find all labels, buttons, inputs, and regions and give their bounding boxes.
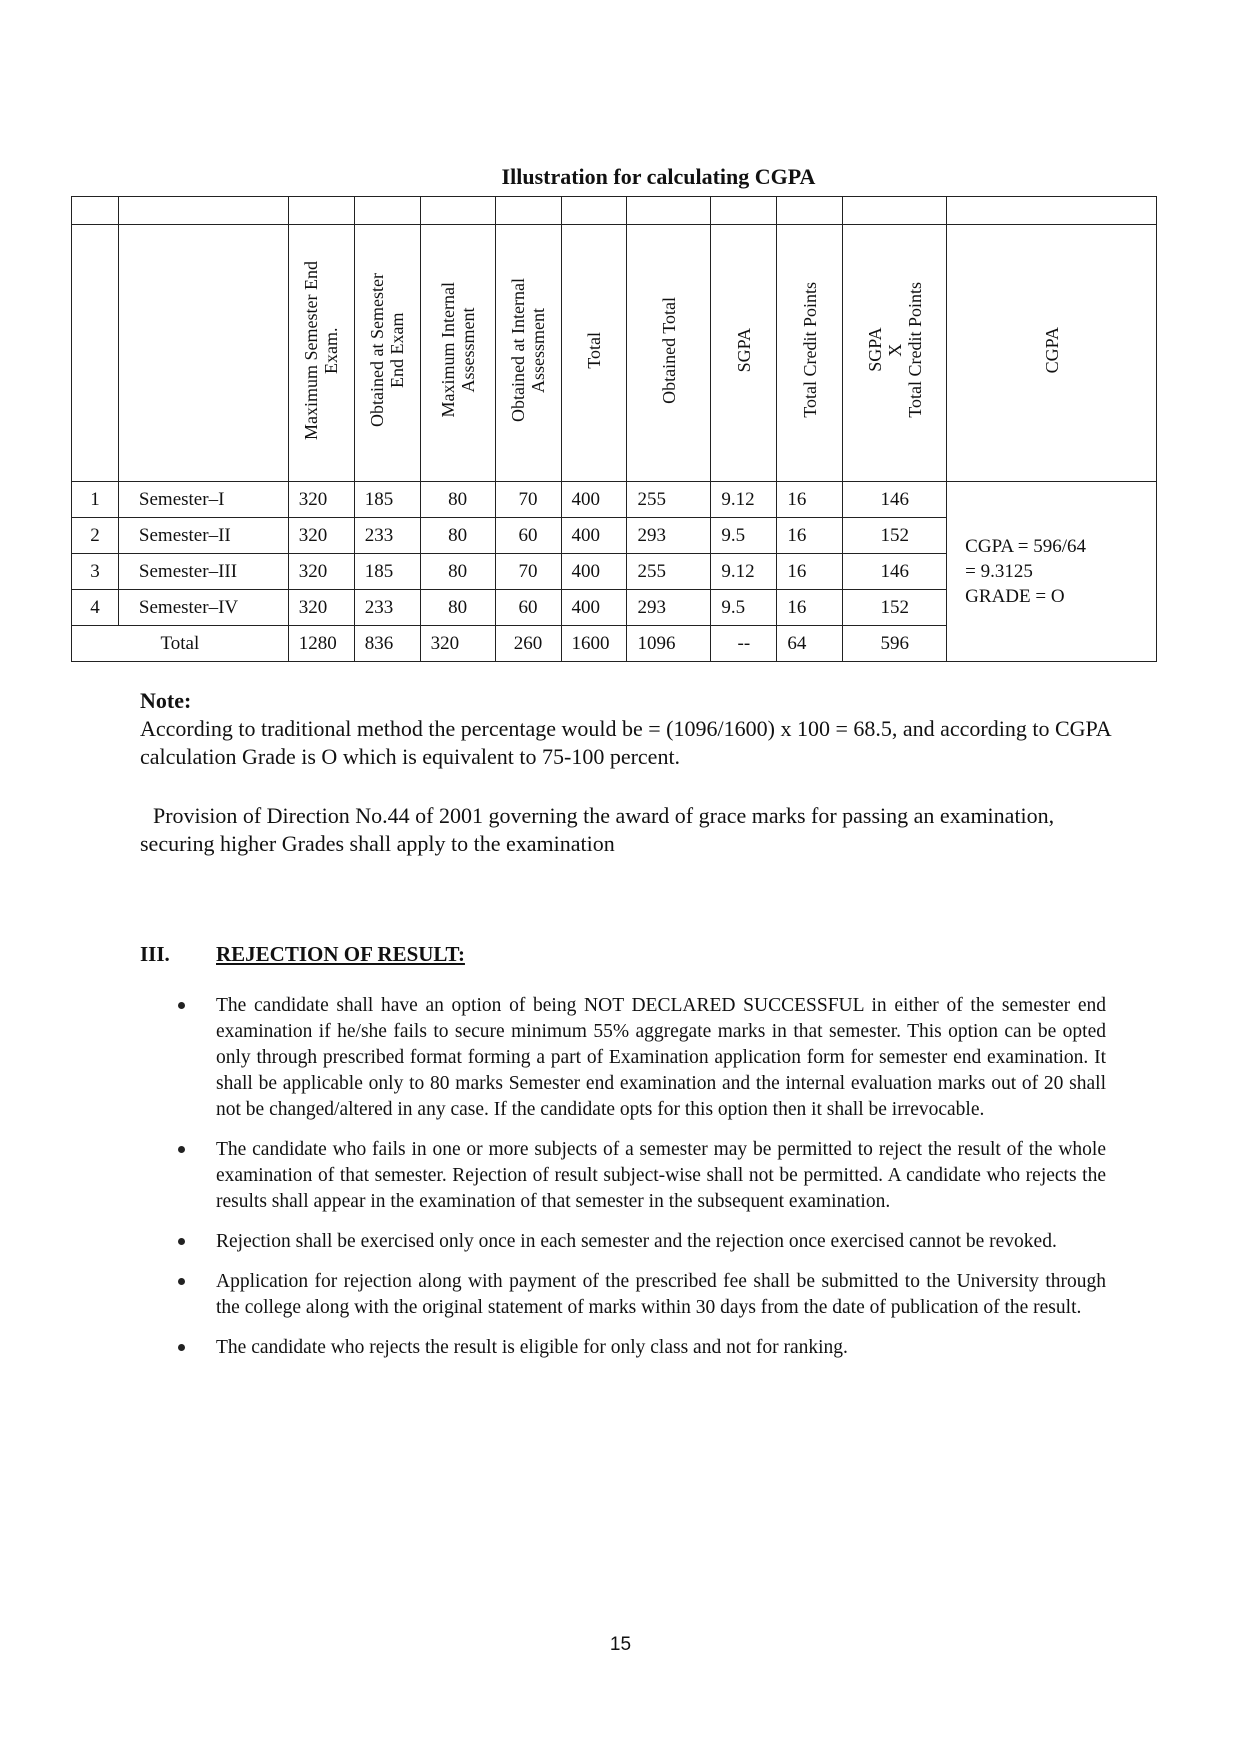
section-number: III. (140, 942, 170, 966)
row-number: 3 (72, 554, 119, 590)
list-item (176, 1229, 1106, 1255)
cell-value: 185 (354, 482, 420, 518)
cell-value: 9.5 (711, 518, 777, 554)
cgpa-formula: CGPA = 596/64 (965, 536, 1087, 557)
total-value: 596 (843, 626, 947, 662)
table-row (72, 482, 1157, 518)
note-heading: Note: (140, 688, 192, 713)
page-number: 15 (609, 1634, 632, 1655)
total-value: 1096 (627, 626, 711, 662)
total-label: Total (72, 626, 289, 662)
cell-value: 233 (354, 590, 420, 626)
cell-value: 80 (420, 554, 495, 590)
cell-value: 16 (777, 590, 843, 626)
row-number: 4 (72, 590, 119, 626)
header-max-internal: Maximum Internal Assessment (420, 225, 495, 482)
list-item (176, 1137, 1106, 1215)
cell-value: 80 (420, 590, 495, 626)
cell-value: 16 (777, 482, 843, 518)
cell-value: 146 (843, 482, 947, 518)
cell-value: 255 (627, 482, 711, 518)
semester-name: Semester–II (118, 518, 288, 554)
cell-value: 320 (288, 518, 354, 554)
semester-name: Semester–I (118, 482, 288, 518)
cell-value: 233 (354, 518, 420, 554)
cell-value: 70 (495, 482, 561, 518)
bullet-icon (178, 1238, 185, 1245)
cgpa-result (947, 482, 1157, 662)
total-value: 1600 (561, 626, 627, 662)
header-cgpa: CGPA (947, 225, 1157, 482)
page-title: Illustration for calculating CGPA (501, 164, 816, 189)
cgpa-value: = 9.3125 (965, 561, 1033, 582)
cell-value: 16 (777, 554, 843, 590)
cell-value: 70 (495, 554, 561, 590)
cell-value: 80 (420, 518, 495, 554)
table-header-row (72, 225, 1157, 482)
row-number: 1 (72, 482, 119, 518)
cell-value: 320 (288, 554, 354, 590)
bullet-icon (178, 1002, 185, 1009)
cell-value: 320 (288, 590, 354, 626)
cgpa-table (71, 196, 1157, 662)
bullet-icon (178, 1146, 185, 1153)
cell-value: 152 (843, 590, 947, 626)
cell-value: 400 (561, 482, 627, 518)
cgpa-grade: GRADE = O (965, 586, 1065, 607)
total-value: 64 (777, 626, 843, 662)
cell-value: 9.12 (711, 482, 777, 518)
total-value: -- (711, 626, 777, 662)
semester-name: Semester–IV (118, 590, 288, 626)
header-total-credit-points: Total Credit Points (777, 225, 843, 482)
cell-value: 400 (561, 590, 627, 626)
cell-value: 185 (354, 554, 420, 590)
semester-name: Semester–III (118, 554, 288, 590)
total-value: 320 (420, 626, 495, 662)
bullet-text: The candidate who fails in one or more subjects of a semester may be permitted to reject the result of the whole examination of that semester. Rejection of result subject-wise shall not be permitted. A candidate who rejects the results shall appear in the examination of that semester in the subsequent examination. (216, 1139, 1106, 1212)
header-obtained-total: Obtained Total (627, 225, 711, 482)
total-value: 836 (354, 626, 420, 662)
cell-value: 293 (627, 590, 711, 626)
bullet-text: Application for rejection along with payment of the prescribed fee shall be submitted to the University through the college along with the original statement of marks within 30 days from the date of publication of the result. (216, 1271, 1106, 1318)
cell-value: 400 (561, 554, 627, 590)
list-item (176, 993, 1106, 1123)
cell-value: 400 (561, 518, 627, 554)
cell-value: 255 (627, 554, 711, 590)
cell-value: 9.12 (711, 554, 777, 590)
header-sgpa-x-tcp: SGPA X Total Credit Points (843, 225, 947, 482)
bullet-text: The candidate shall have an option of being NOT DECLARED SUCCESSFUL in either of the semester end examination if he/she fails to secure minimum 55% aggregate marks in that semester. This option can be opted only through prescribed format forming a part of Examination application form for semester end examination. It shall be applicable only to 80 marks Semester end examination and the internal evaluation marks out of 20 shall not be changed/altered in any case. If the candidate opts for this option then it shall be irrevocable. (216, 995, 1106, 1120)
list-item (176, 1269, 1106, 1321)
cell-value: 60 (495, 590, 561, 626)
cell-value: 9.5 (711, 590, 777, 626)
row-number: 2 (72, 518, 119, 554)
table-blank-row (72, 197, 1157, 225)
header-obtained-end-exam: Obtained at Semester End Exam (354, 225, 420, 482)
total-value: 260 (495, 626, 561, 662)
note-block (140, 687, 1120, 771)
note-text: According to traditional method the percentage would be = (1096/1600) x 100 = 68.5, and according to CGPA calculation Grade is O which is equivalent to 75-100 percent. (140, 716, 1111, 769)
cell-value: 80 (420, 482, 495, 518)
cell-value: 293 (627, 518, 711, 554)
rejection-bullet-list (176, 993, 1106, 1375)
bullet-icon (178, 1278, 185, 1285)
header-max-end-exam: Maximum Semester End Exam. (288, 225, 354, 482)
cell-value: 320 (288, 482, 354, 518)
bullet-icon (178, 1344, 185, 1351)
provision-paragraph: Provision of Direction No.44 of 2001 governing the award of grace marks for passing an examination, securing higher Grades shall apply to the examination (140, 803, 1055, 856)
header-total: Total (561, 225, 627, 482)
cell-value: 146 (843, 554, 947, 590)
cell-value: 152 (843, 518, 947, 554)
header-sgpa: SGPA (711, 225, 777, 482)
cell-value: 16 (777, 518, 843, 554)
header-obtained-internal: Obtained at Internal Assessment (495, 225, 561, 482)
list-item (176, 1335, 1106, 1361)
cell-value: 60 (495, 518, 561, 554)
section-title: REJECTION OF RESULT: (216, 942, 465, 966)
bullet-text: Rejection shall be exercised only once in each semester and the rejection once exercised cannot be revoked. (216, 1231, 1057, 1252)
bullet-text: The candidate who rejects the result is eligible for only class and not for ranking. (216, 1337, 848, 1358)
total-value: 1280 (288, 626, 354, 662)
